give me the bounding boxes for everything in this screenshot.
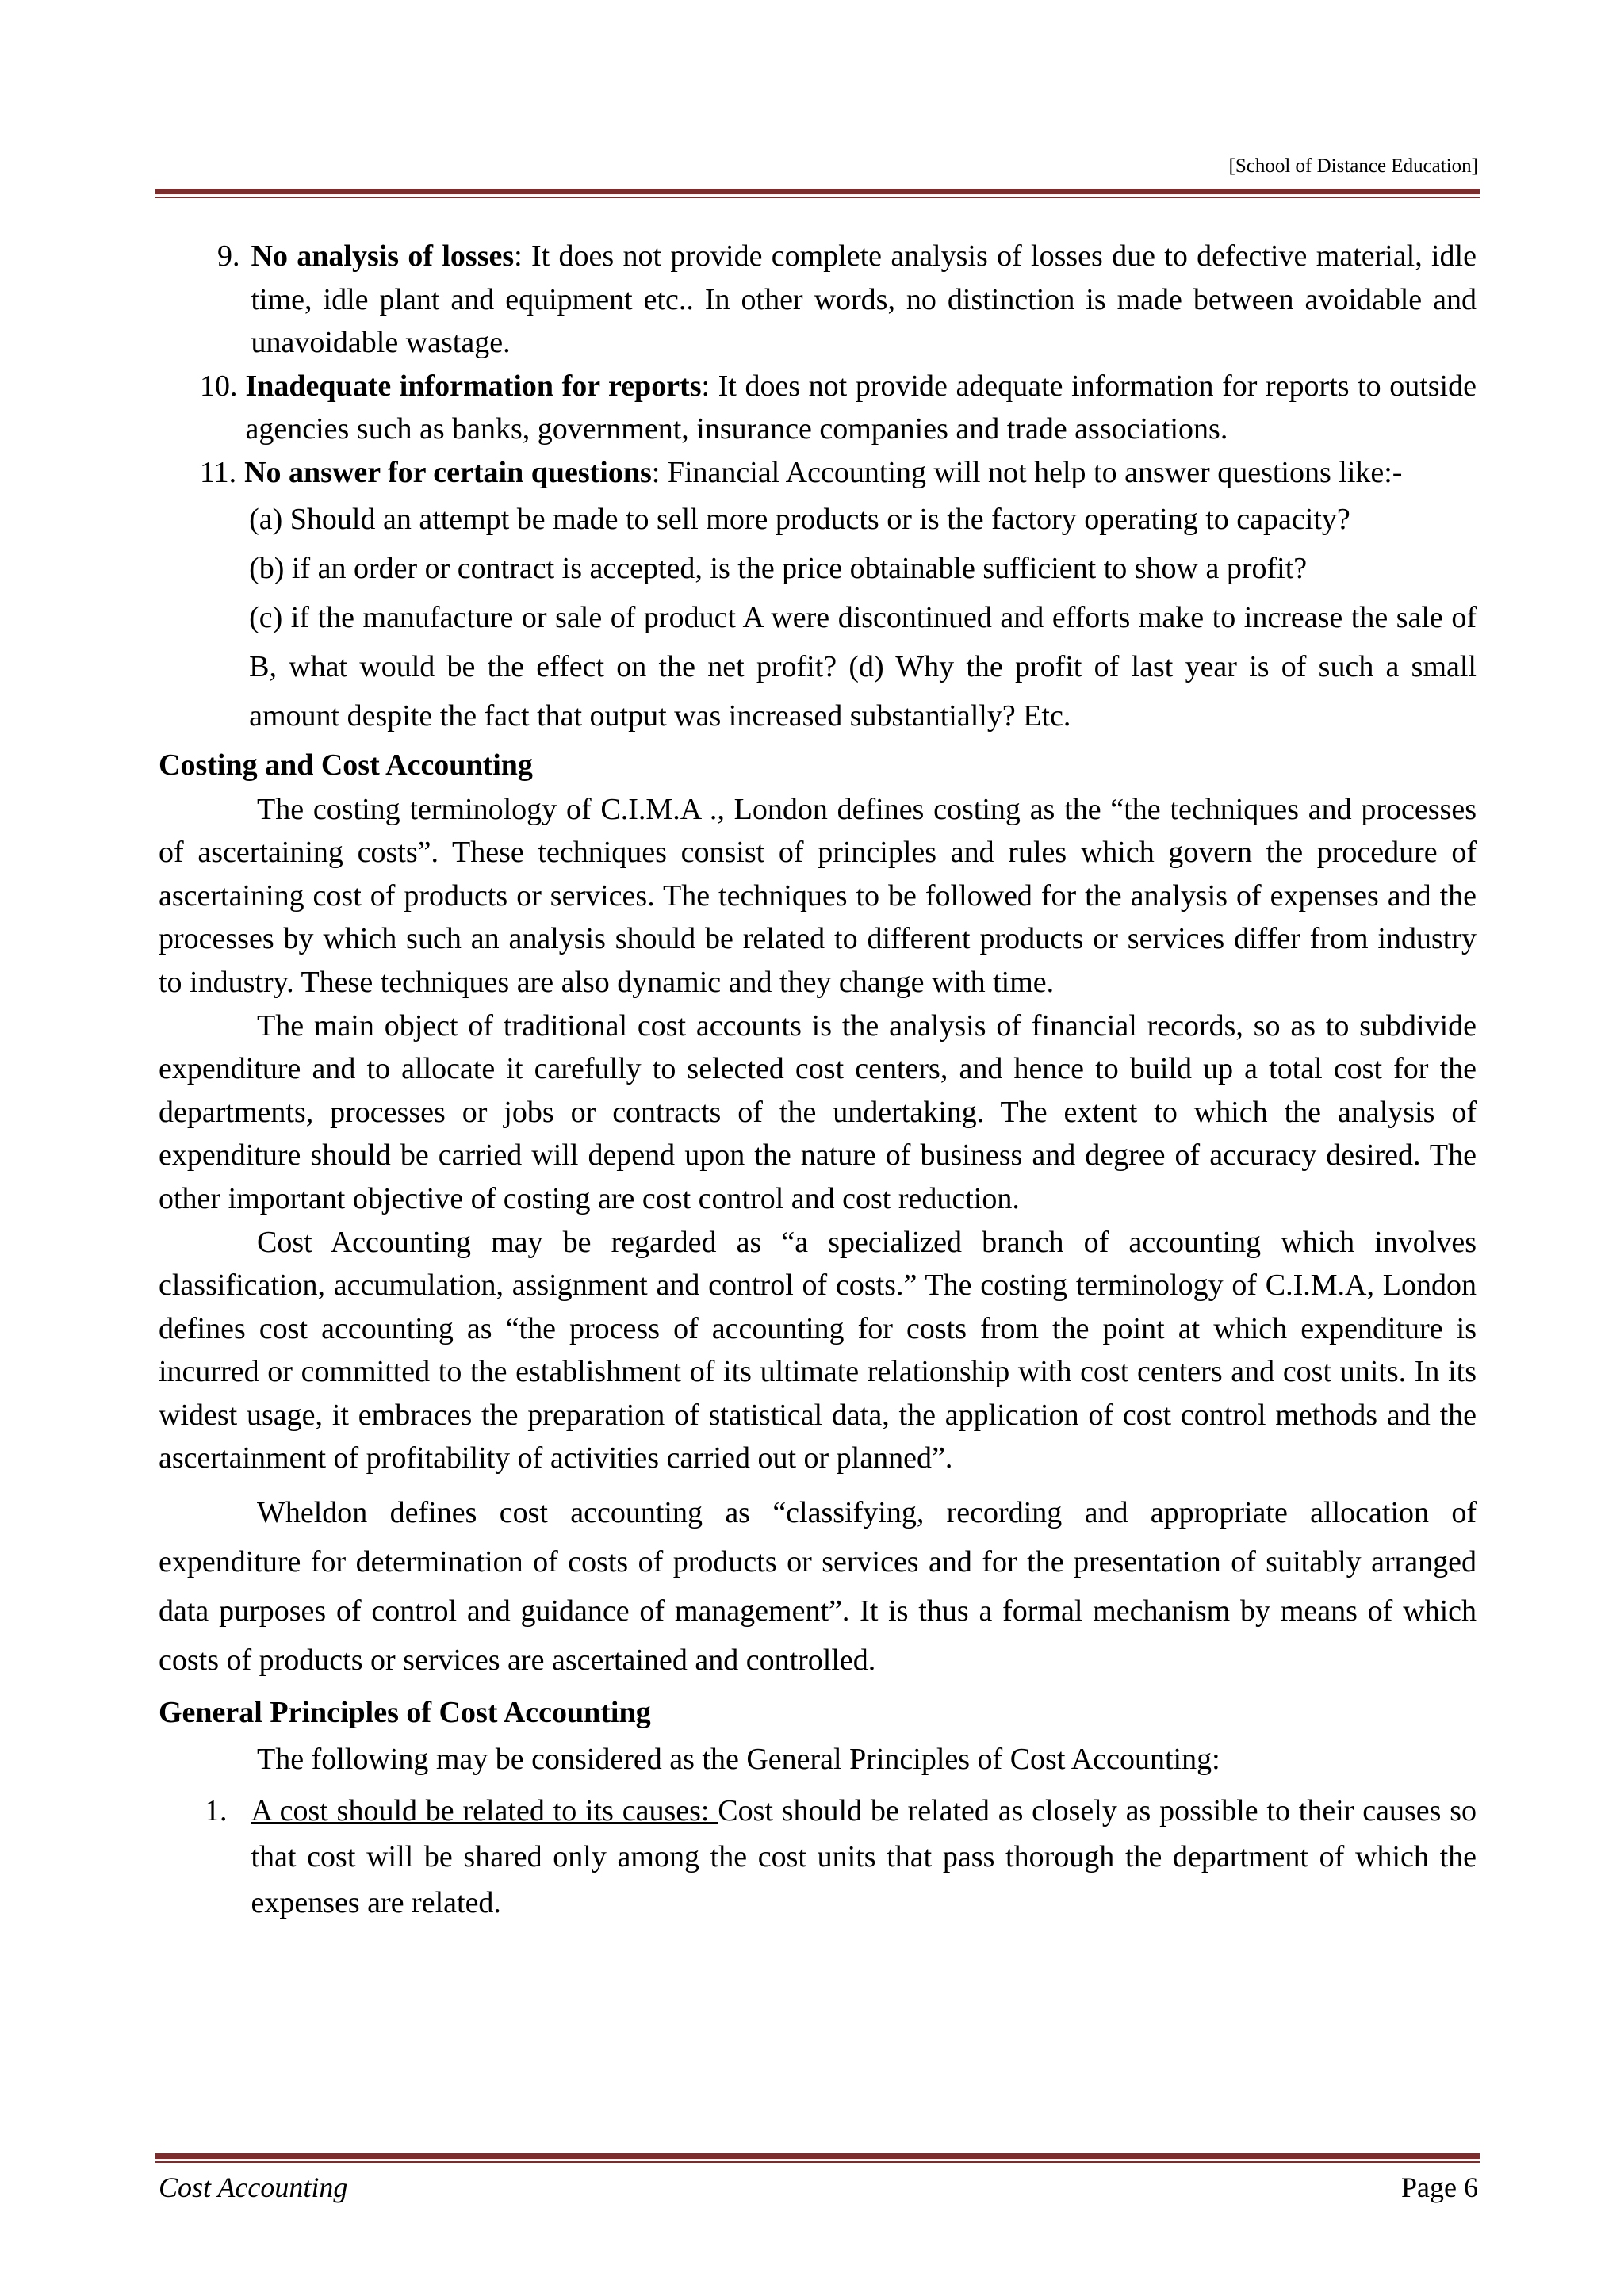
list-item-title: Inadequate information for reports <box>245 369 702 403</box>
footer-title: Cost Accounting <box>159 2172 348 2203</box>
list-item-title: A cost should be related to its causes: <box>251 1794 718 1828</box>
sub-question-b: (b) if an order or contract is accepted, is the price obtainable sufficient to show a profit? <box>249 551 1308 585</box>
footer-rule <box>155 2153 1480 2163</box>
page-body <box>159 235 1477 1926</box>
sub-question-a: (a) Should an attempt be made to sell more products or is the factory operating to capacity? <box>249 502 1350 536</box>
section-heading-principles: General Principles of Cost Accounting <box>159 1696 651 1730</box>
list-number: 10. <box>200 369 238 403</box>
sub-question-cd: (c) if the manufacture or sale of product A were discontinued and efforts make to increase the sale of B, what would be the effect on the net profit? (d) Why the profit of last year is of such a small amount despite the fact that output was increased substantially? Etc. <box>249 600 1477 733</box>
list-number: 1. <box>205 1794 228 1828</box>
paragraph: The following may be considered as the General Principles of Cost Accounting: <box>257 1743 1220 1777</box>
list-item-text: : Financial Accounting will not help to answer questions like:- <box>651 455 1403 489</box>
header-institution: [School of Distance Education] <box>1228 155 1478 177</box>
section-heading-costing: Costing and Cost Accounting <box>159 748 533 782</box>
list-item-text: : It does not provide adequate information for reports to outside agencies such as banks, government, insurance companies and trade associations. <box>245 369 1477 446</box>
list-item-9 <box>159 235 1477 365</box>
list-item-1 <box>159 1788 1477 1926</box>
header-rule <box>155 189 1480 198</box>
page-number: Page 6 <box>1401 2172 1478 2203</box>
list-content <box>236 451 1477 740</box>
list-item-11 <box>159 451 1477 740</box>
list-item-text: : It does not provide complete analysis of losses due to defective material, idle time, idle plant and equipment etc.. In other words, no distinction is made between avoidable and unavoidable wastage. <box>251 239 1477 360</box>
list-item-text: Cost should be related as closely as possible to their causes so that cost will be shared only among the cost units that pass thorough the department of which the expenses are related. <box>251 1794 1477 1920</box>
list-item-title: No analysis of losses <box>251 239 515 273</box>
paragraph: The main object of traditional cost accounts is the analysis of financial records, so as to subdivide expenditure and to allocate it carefully to selected cost centers, and hence to build up a total cost for the departments, processes or jobs or contracts of the undertaking. The extent to which the analysis of expenditure should be carried will depend upon the nature of business and degree of accuracy desired. The other important objective of costing are cost control and cost reduction. <box>159 1008 1477 1215</box>
list-number: 11. <box>200 455 237 489</box>
paragraph: Cost Accounting may be regarded as “a specialized branch of accounting which involves classification, accumulation, assignment and control of costs.” The costing terminology of C.I.M.A, London defines cost accounting as “the process of accounting for costs from the point at which expenditure is incurred or committed to the establishment of its ultimate relationship with cost centers and cost units. In its widest usage, it embraces the preparation of statistical data, the application of cost control methods and the ascertainment of profitability of activities carried out or planned”. <box>159 1225 1477 1475</box>
list-item-10 <box>159 365 1477 451</box>
list-content <box>240 235 1477 365</box>
list-content <box>228 1788 1477 1926</box>
paragraph: The costing terminology of C.I.M.A ., London defines costing as the “the techniques and processes of ascertaining costs”. These techniques consist of principles and rules which govern the procedure of ascertaining cost of products or services. The techniques to be followed for the analysis of expenses and the processes by which such an analysis should be related to different products or services differ from industry to industry. These techniques are also dynamic and they change with time. <box>159 792 1477 999</box>
list-content <box>238 365 1477 451</box>
paragraph: Wheldon defines cost accounting as “classifying, recording and appropriate allocation of expenditure for determination of costs of products or services and for the presentation of suitably arranged data purposes of control and guidance of management”. It is thus a formal mechanism by means of which costs of products or services are ascertained and controlled. <box>159 1496 1477 1678</box>
list-item-title: No answer for certain questions <box>244 455 652 489</box>
list-number: 9. <box>217 239 240 273</box>
